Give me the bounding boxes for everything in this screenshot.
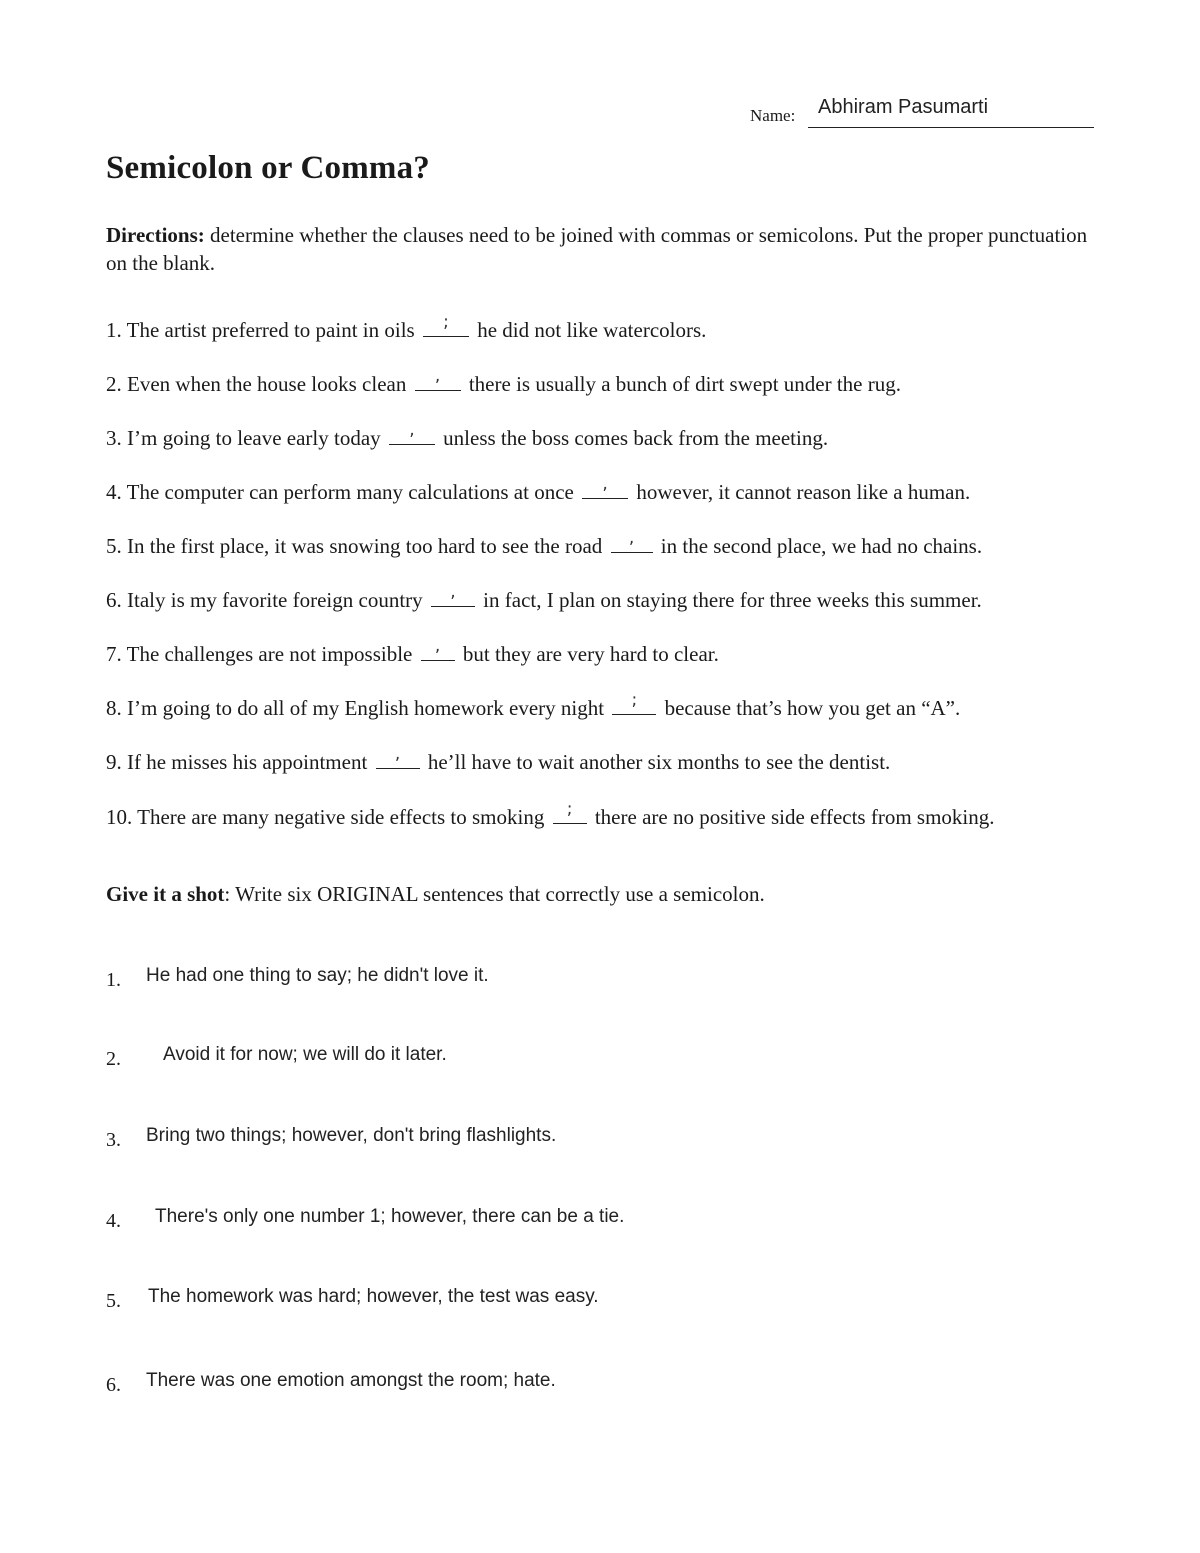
- item-before: The artist preferred to paint in oils: [126, 318, 415, 342]
- item-number: 8.: [106, 696, 122, 720]
- item-after: there is usually a bunch of dirt swept under the rug.: [468, 372, 901, 396]
- answer-mark: ,: [628, 528, 635, 548]
- original-sentence-2: [106, 1044, 1006, 1074]
- give-it-a-shot: [106, 882, 765, 907]
- exercise-item-7: [106, 636, 719, 667]
- directions-label: Directions:: [106, 223, 205, 247]
- answer-blank[interactable]: [612, 690, 656, 715]
- directions: [106, 221, 1106, 277]
- exercise-item-9: [106, 744, 891, 775]
- item-number: 9.: [106, 750, 122, 774]
- sentence-text[interactable]: Avoid it for now; we will do it later.: [163, 1044, 447, 1065]
- original-sentence-5: [106, 1286, 1006, 1316]
- item-before: There are many negative side effects to smoking: [137, 805, 545, 829]
- item-after: he did not like watercolors.: [477, 318, 707, 342]
- item-number: 1.: [106, 318, 122, 342]
- item-before: The challenges are not impossible: [126, 642, 413, 666]
- item-before: The computer can perform many calculations at once: [126, 480, 574, 504]
- item-number: 6.: [106, 588, 122, 612]
- item-number: 10.: [106, 805, 133, 829]
- item-number: 2.: [106, 372, 122, 396]
- item-number: 3.: [106, 426, 122, 450]
- item-after: in the second place, we had no chains.: [660, 534, 983, 558]
- exercise-item-2: [106, 366, 901, 397]
- answer-mark: ,: [394, 744, 401, 764]
- item-after: there are no positive side effects from smoking.: [594, 805, 995, 829]
- sentence-number: 1.: [106, 969, 121, 991]
- item-before: In the first place, it was snowing too hard to see the road: [127, 534, 603, 558]
- answer-blank[interactable]: [376, 744, 420, 769]
- answer-mark: ;: [443, 312, 449, 332]
- sentence-text[interactable]: There was one emotion amongst the room; hate.: [146, 1370, 556, 1391]
- item-before: Even when the house looks clean: [127, 372, 407, 396]
- original-sentence-6: [106, 1370, 1006, 1400]
- item-after: however, it cannot reason like a human.: [636, 480, 971, 504]
- item-number: 7.: [106, 642, 122, 666]
- item-after: but they are very hard to clear.: [462, 642, 719, 666]
- item-after: he’ll have to wait another six months to see the dentist.: [427, 750, 891, 774]
- answer-blank[interactable]: [421, 636, 455, 661]
- item-number: 5.: [106, 534, 122, 558]
- name-value[interactable]: Abhiram Pasumarti: [818, 96, 989, 118]
- sentence-text[interactable]: Bring two things; however, don't bring flashlights.: [146, 1125, 557, 1146]
- original-sentence-1: [106, 965, 1006, 995]
- name-underline: [808, 127, 1094, 128]
- item-number: 4.: [106, 480, 122, 504]
- sentence-number: 2.: [106, 1048, 121, 1070]
- original-sentence-4: [106, 1206, 1006, 1236]
- answer-mark: ,: [409, 420, 415, 440]
- sentence-number: 5.: [106, 1290, 121, 1312]
- exercise-item-4: [106, 474, 971, 505]
- answer-mark: ,: [450, 582, 456, 602]
- item-before: I’m going to do all of my English homework every night: [127, 696, 605, 720]
- item-after: in fact, I plan on staying there for three weeks this summer.: [483, 588, 982, 612]
- answer-mark: ,: [434, 366, 441, 386]
- page-title: Semicolon or Comma?: [106, 150, 430, 186]
- exercise-item-10: [106, 799, 995, 830]
- answer-mark: ;: [631, 690, 638, 710]
- answer-blank[interactable]: [389, 420, 435, 445]
- answer-blank[interactable]: [582, 474, 628, 499]
- sentence-text[interactable]: The homework was hard; however, the test was easy.: [148, 1286, 599, 1307]
- answer-blank[interactable]: [431, 582, 475, 607]
- item-before: If he misses his appointment: [127, 750, 368, 774]
- give-it-a-shot-text: : Write six ORIGINAL sentences that correctly use a semicolon.: [224, 882, 765, 906]
- sentence-text[interactable]: There's only one number 1; however, there can be a tie.: [155, 1206, 625, 1227]
- answer-mark: ,: [602, 474, 608, 494]
- exercise-item-1: [106, 312, 707, 343]
- answer-blank[interactable]: [553, 799, 587, 824]
- sentence-number: 4.: [106, 1210, 121, 1232]
- answer-mark: ,: [434, 636, 441, 656]
- exercise-item-3: [106, 420, 829, 451]
- exercise-item-8: [106, 690, 961, 721]
- answer-blank[interactable]: [423, 312, 469, 337]
- answer-blank[interactable]: [415, 366, 461, 391]
- give-it-a-shot-label: Give it a shot: [106, 882, 225, 906]
- item-after: unless the boss comes back from the meeting.: [443, 426, 829, 450]
- answer-mark: ;: [566, 799, 573, 819]
- item-after: because that’s how you get an “A”.: [664, 696, 961, 720]
- sentence-text[interactable]: He had one thing to say; he didn't love it.: [146, 965, 489, 986]
- item-before: I’m going to leave early today: [127, 426, 381, 450]
- item-before: Italy is my favorite foreign country: [127, 588, 423, 612]
- sentence-number: 3.: [106, 1129, 121, 1151]
- exercise-item-5: [106, 528, 983, 559]
- exercise-item-6: [106, 582, 982, 613]
- original-sentence-3: [106, 1125, 1006, 1155]
- name-label: Name:: [750, 106, 796, 125]
- directions-text: determine whether the clauses need to be joined with commas or semicolons. Put the proper punctuation on the blank.: [106, 223, 1088, 275]
- name-field-row: [750, 96, 1096, 132]
- answer-blank[interactable]: [611, 528, 653, 553]
- sentence-number: 6.: [106, 1374, 121, 1396]
